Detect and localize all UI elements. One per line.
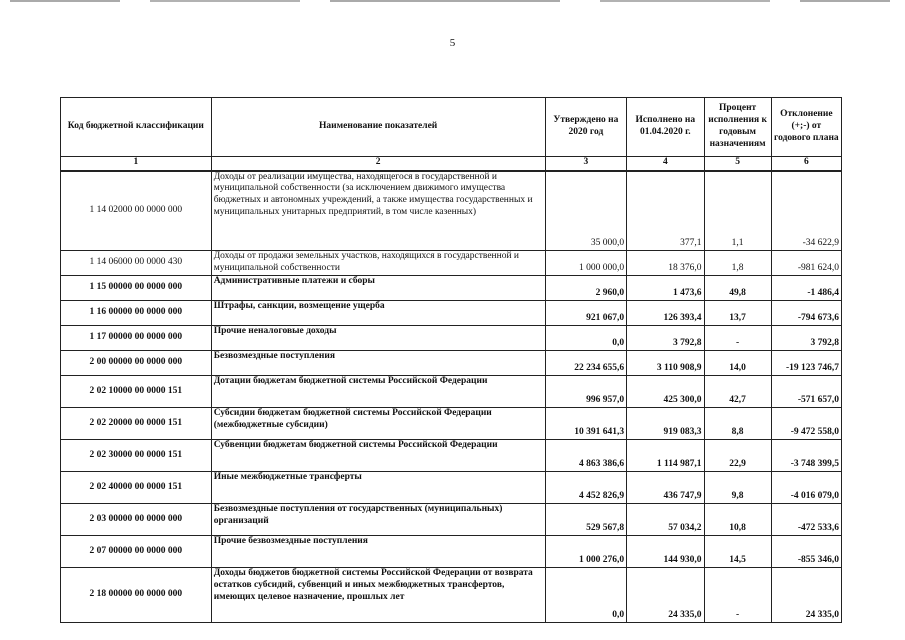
deviation-value: -571 657,0	[771, 376, 841, 408]
indicator-name: Иные межбюджетные трансферты	[211, 472, 545, 504]
approved-value: 10 391 641,3	[545, 408, 626, 440]
header-approved: Утверждено на 2020 год	[545, 98, 626, 157]
column-number: 1	[61, 157, 212, 171]
table-row	[61, 326, 842, 351]
percent-value: 13,7	[704, 301, 771, 326]
table-row	[61, 536, 842, 568]
executed-value: 18 376,0	[627, 251, 704, 276]
deviation-value: -9 472 558,0	[771, 408, 841, 440]
percent-value: 42,7	[704, 376, 771, 408]
header-name: Наименование показателей	[211, 98, 545, 157]
indicator-name: Штрафы, санкции, возмещение ущерба	[211, 301, 545, 326]
percent-value: 1,8	[704, 251, 771, 276]
deviation-value: -794 673,6	[771, 301, 841, 326]
deviation-value: 24 335,0	[771, 568, 841, 623]
budget-code: 2 02 10000 00 0000 151	[61, 376, 212, 408]
budget-code: 1 17 00000 00 0000 000	[61, 326, 212, 351]
approved-value: 0,0	[545, 326, 626, 351]
deviation-value: -981 624,0	[771, 251, 841, 276]
approved-value: 1 000 276,0	[545, 536, 626, 568]
percent-value: 1,1	[704, 171, 771, 251]
indicator-name: Субвенции бюджетам бюджетной системы Российской Федерации	[211, 440, 545, 472]
header-deviation: Отклонение (+;-) от годового плана	[771, 98, 841, 157]
executed-value: 126 393,4	[627, 301, 704, 326]
budget-table	[60, 97, 842, 623]
percent-value: 49,8	[704, 276, 771, 301]
indicator-name: Дотации бюджетам бюджетной системы Российской Федерации	[211, 376, 545, 408]
percent-value: 10,8	[704, 504, 771, 536]
budget-code: 2 00 00000 00 0000 000	[61, 351, 212, 376]
deviation-value: -855 346,0	[771, 536, 841, 568]
header-code: Код бюджетной классификации	[61, 98, 212, 157]
approved-value: 35 000,0	[545, 171, 626, 251]
header-executed: Исполнено на 01.04.2020 г.	[627, 98, 704, 157]
table-row	[61, 251, 842, 276]
executed-value: 919 083,3	[627, 408, 704, 440]
indicator-name: Субсидии бюджетам бюджетной системы Российской Федерации (межбюджетные субсидии)	[211, 408, 545, 440]
indicator-name: Безвозмездные поступления от государственных (муниципальных) организаций	[211, 504, 545, 536]
table-row	[61, 301, 842, 326]
table-row	[61, 408, 842, 440]
percent-value: -	[704, 326, 771, 351]
approved-value: 22 234 655,6	[545, 351, 626, 376]
executed-value: 1 473,6	[627, 276, 704, 301]
approved-value: 1 000 000,0	[545, 251, 626, 276]
deviation-value: -4 016 079,0	[771, 472, 841, 504]
approved-value: 2 960,0	[545, 276, 626, 301]
column-number-row	[61, 157, 842, 171]
table-row	[61, 504, 842, 536]
scan-top-edge	[0, 0, 905, 4]
approved-value: 996 957,0	[545, 376, 626, 408]
page-number: 5	[449, 37, 456, 49]
deviation-value: -1 486,4	[771, 276, 841, 301]
budget-code: 2 02 30000 00 0000 151	[61, 440, 212, 472]
table-row	[61, 276, 842, 301]
indicator-name: Административные платежи и сборы	[211, 276, 545, 301]
approved-value: 529 567,8	[545, 504, 626, 536]
table-row	[61, 472, 842, 504]
executed-value: 24 335,0	[627, 568, 704, 623]
executed-value: 3 792,8	[627, 326, 704, 351]
percent-value: 14,0	[704, 351, 771, 376]
deviation-value: -34 622,9	[771, 171, 841, 251]
column-number: 2	[211, 157, 545, 171]
indicator-name: Доходы от реализации имущества, находящегося в государственной и муниципальной собственности (за исключением движимого имущества бюджетных и автономных учреждений, а также имущества государственных и муниципальных унитарных предприятий, в том числе казенных)	[211, 171, 545, 251]
approved-value: 4 863 386,6	[545, 440, 626, 472]
executed-value: 57 034,2	[627, 504, 704, 536]
budget-code: 2 18 00000 00 0000 000	[61, 568, 212, 623]
executed-value: 377,1	[627, 171, 704, 251]
column-number: 5	[704, 157, 771, 171]
header-row	[61, 98, 842, 157]
executed-value: 1 114 987,1	[627, 440, 704, 472]
column-number: 6	[771, 157, 841, 171]
percent-value: -	[704, 568, 771, 623]
budget-code: 2 07 00000 00 0000 000	[61, 536, 212, 568]
budget-code: 2 03 00000 00 0000 000	[61, 504, 212, 536]
budget-code: 1 14 02000 00 0000 000	[61, 171, 212, 251]
executed-value: 3 110 908,9	[627, 351, 704, 376]
deviation-value: -3 748 399,5	[771, 440, 841, 472]
indicator-name: Прочие неналоговые доходы	[211, 326, 545, 351]
column-number: 3	[545, 157, 626, 171]
approved-value: 0,0	[545, 568, 626, 623]
table-row	[61, 440, 842, 472]
table-row	[61, 376, 842, 408]
percent-value: 14,5	[704, 536, 771, 568]
executed-value: 144 930,0	[627, 536, 704, 568]
indicator-name: Доходы бюджетов бюджетной системы Российской Федерации от возврата остатков субсидий, субвенций и иных межбюджетных трансфертов, имеющих целевое назначение, прошлых лет	[211, 568, 545, 623]
executed-value: 436 747,9	[627, 472, 704, 504]
header-percent: Процент исполнения к годовым назначениям	[704, 98, 771, 157]
deviation-value: -19 123 746,7	[771, 351, 841, 376]
percent-value: 22,9	[704, 440, 771, 472]
budget-code: 2 02 20000 00 0000 151	[61, 408, 212, 440]
indicator-name: Прочие безвозмездные поступления	[211, 536, 545, 568]
budget-code: 1 16 00000 00 0000 000	[61, 301, 212, 326]
deviation-value: 3 792,8	[771, 326, 841, 351]
executed-value: 425 300,0	[627, 376, 704, 408]
percent-value: 8,8	[704, 408, 771, 440]
deviation-value: -472 533,6	[771, 504, 841, 536]
approved-value: 4 452 826,9	[545, 472, 626, 504]
budget-code: 1 15 00000 00 0000 000	[61, 276, 212, 301]
indicator-name: Доходы от продажи земельных участков, находящихся в государственной и муниципальной собственности	[211, 251, 545, 276]
indicator-name: Безвозмездные поступления	[211, 351, 545, 376]
budget-code: 2 02 40000 00 0000 151	[61, 472, 212, 504]
percent-value: 9,8	[704, 472, 771, 504]
table-row	[61, 568, 842, 623]
budget-code: 1 14 06000 00 0000 430	[61, 251, 212, 276]
approved-value: 921 067,0	[545, 301, 626, 326]
column-number: 4	[627, 157, 704, 171]
table-row	[61, 171, 842, 251]
table-row	[61, 351, 842, 376]
